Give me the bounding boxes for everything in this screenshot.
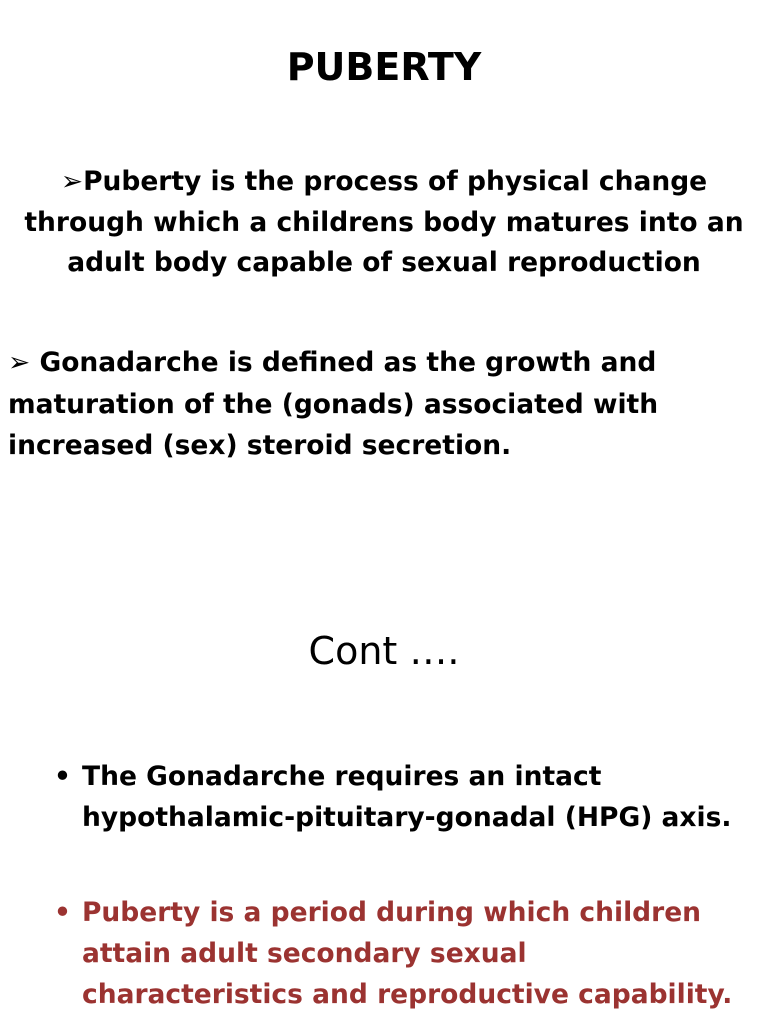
arrow-bullet-icon: ➢ <box>60 166 84 197</box>
slide-title: Cont …. <box>308 629 460 673</box>
bullet-text: Puberty is a period during which children attain adult secondary sexual characteristics and reproductive capability. <box>82 897 733 1010</box>
definition-gonadarche-text: Gonadarche is defined as the growth and maturation of the (gonads) associated with increased (sex) steroid secretion. <box>8 347 659 461</box>
bullet-dot-icon: • <box>54 897 71 928</box>
bullet-list <box>54 756 754 1015</box>
list-item <box>54 756 754 838</box>
list-item <box>54 892 754 1015</box>
definition-gonadarche <box>8 342 760 467</box>
slide-cont <box>0 512 768 1024</box>
definition-puberty-text: Puberty is the process of physical change through which a childrens body matures into an adult body capable of sexual reproduction <box>24 166 744 278</box>
bullet-text: The Gonadarche requires an intact hypothalamic-pituitary-gonadal (HPG) axis. <box>82 761 732 833</box>
definition-puberty <box>8 162 760 284</box>
bullet-dot-icon: • <box>54 761 71 792</box>
slide-title: PUBERTY <box>286 45 482 89</box>
arrow-bullet-icon: ➢ <box>8 347 31 378</box>
